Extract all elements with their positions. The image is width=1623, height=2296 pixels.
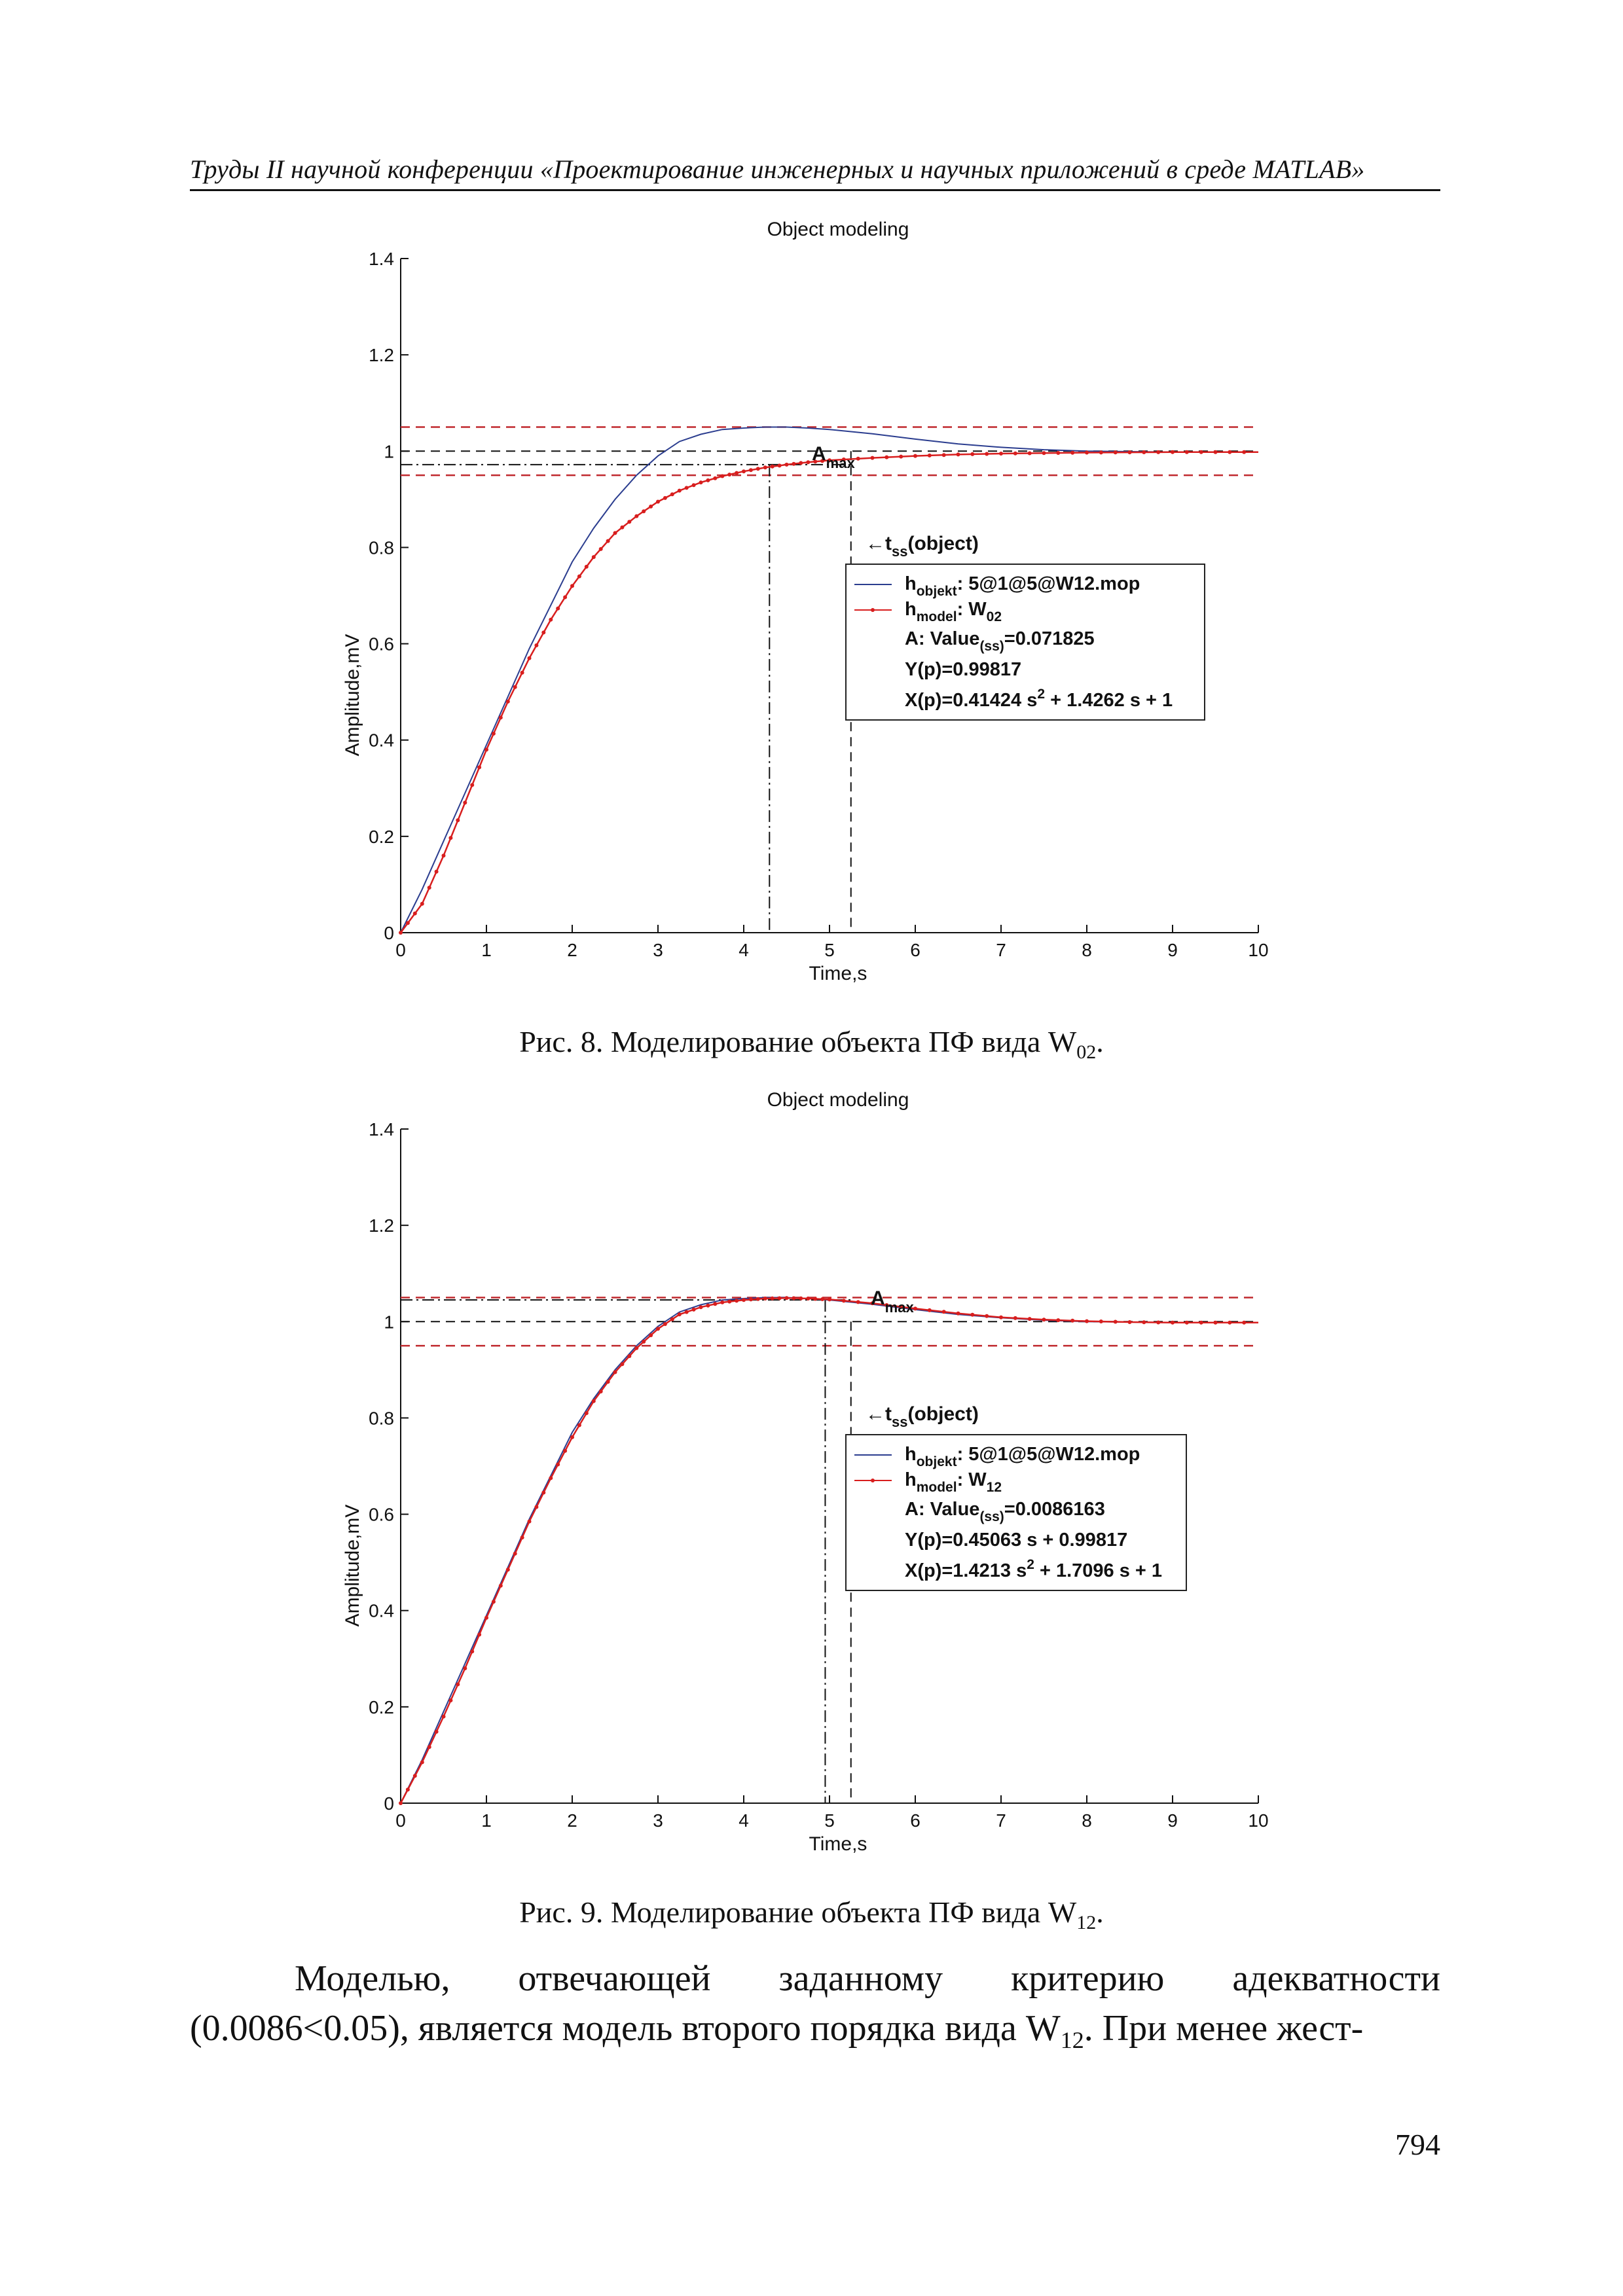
legend-yp: Y(p)=0.99817 [905,659,1022,680]
series-model-marker [985,1314,989,1318]
series-model-marker [448,1698,452,1702]
series-model-marker [406,921,410,925]
legend-entry-model: $h_{model}$: $W_{12}$ [905,1469,1002,1495]
series-model-marker [1099,1319,1103,1323]
series-model-marker [756,1297,760,1301]
series-model-marker [828,1297,831,1301]
series-model-marker [1028,452,1032,456]
legend-value-ss: A: Value$_{(ss)}$=0.071825 [905,628,1095,654]
y-tick-label: 0.8 [369,537,394,558]
series-model-marker [528,1520,532,1524]
series-model-marker [463,800,467,804]
y-tick-label: 0.6 [369,1504,394,1525]
x-tick-label: 10 [1248,1810,1269,1831]
series-model-marker [634,514,638,518]
series-model-marker [713,1302,717,1306]
chart-figure-9 [0,1086,1623,1892]
series-model-marker [842,1299,846,1302]
series-model-marker [1128,450,1132,454]
series-model-marker [1114,1320,1118,1324]
page-number: 794 [1395,2128,1440,2161]
series-model-marker [513,1552,517,1556]
series-model-marker [492,1600,496,1604]
legend [846,564,1205,720]
series-model-marker [599,547,603,551]
y-tick-label: 0.6 [369,634,394,655]
x-tick-label: 0 [395,1810,406,1831]
series-model-marker [435,870,439,874]
x-tick-label: 1 [481,940,492,960]
series-model-marker [520,671,524,675]
series-model-marker [456,1683,460,1687]
series-model-marker [435,1730,439,1734]
body-word: заданному [778,1958,943,1999]
series-model-marker [792,1297,795,1300]
x-tick-label: 6 [910,1810,921,1831]
series-model-marker [484,747,488,751]
figure-9 [0,1086,1623,1934]
series-model-marker [506,1568,510,1571]
series-model-marker [577,1424,581,1427]
x-tick-label: 2 [567,940,577,960]
series-model-marker [1085,1319,1089,1323]
series-model-marker [448,836,452,840]
series-model-marker [634,1346,638,1350]
series-model-marker [592,555,596,559]
legend-model-marker [871,608,875,612]
series-model-marker [484,1616,488,1620]
series-model-marker [699,480,703,484]
series-model-marker [1171,450,1175,454]
series-model-marker [799,1297,803,1300]
series-model-marker [957,1312,960,1316]
legend-value-ss: A: Value$_{(ss)}$=0.0086163 [905,1499,1105,1524]
series-model-marker [406,1787,410,1791]
series-model-marker [913,1306,917,1310]
series-model-marker [613,1371,617,1374]
legend-yp: Y(p)=0.45063 s + 0.99817 [905,1530,1128,1551]
x-tick-label: 4 [739,1810,749,1831]
series-model-marker [549,618,553,622]
series-model-marker [413,912,417,916]
body-word: адекватности [1232,1958,1440,1999]
series-model-marker [749,1297,753,1301]
series-model-marker [620,1362,624,1366]
series-model-marker [606,1380,610,1384]
series-model-marker [577,575,581,579]
y-axis-label: Amplitude,mV [342,634,363,757]
series-model-marker [534,1505,538,1509]
series-model-marker [420,1761,424,1765]
series-model-marker [771,465,775,469]
y-tick-label: 0.2 [369,826,394,847]
series-model-marker [670,492,674,496]
series-model-marker [785,1296,789,1300]
series-model-marker [856,1300,860,1304]
series-model-marker [1185,1321,1189,1325]
x-tick-label: 8 [1082,940,1092,960]
y-tick-label: 0.8 [369,1408,394,1429]
series-model-marker [620,526,624,529]
amax-annotation: $A_{max}$ [871,1287,914,1316]
x-tick-label: 7 [996,940,1006,960]
series-model-marker [534,643,538,647]
legend-xp: X(p)=1.4213 $s^2 + 1.7096$ s + 1 [905,1557,1163,1581]
series-model-marker [778,463,782,467]
body-line-1 [190,1954,1440,2003]
series-model-marker [585,565,589,569]
y-tick-label: 0.2 [369,1696,394,1717]
x-tick-label: 5 [824,940,835,960]
x-tick-label: 3 [653,940,663,960]
series-model-marker [549,1476,553,1480]
series-model-marker [649,505,653,509]
body-word: отвечающей [518,1958,711,1999]
series-model-marker [513,685,517,689]
page-header: Труды II научной конференции «Проектирование инженерных и научных приложений в среде MATLAB» [190,154,1365,184]
series-model-marker [463,1666,467,1670]
series-model-marker [1214,450,1218,454]
legend [846,1435,1186,1590]
figure-8 [0,216,1623,1064]
series-model-marker [678,489,682,493]
series-model-marker [663,496,667,500]
y-tick-label: 1 [384,1312,394,1333]
series-model-marker [1142,450,1146,454]
series-model-marker [1199,1321,1203,1325]
series-model-marker [727,473,731,476]
y-tick-label: 0 [384,1793,394,1814]
legend-entry-model: $h_{model}$: $W_{02}$ [905,599,1002,624]
body-paragraph [190,1954,1440,2065]
legend-entry-objekt: $h_{objekt}$: 5@1@5@W12.mop [905,1444,1140,1469]
y-tick-label: 1.4 [369,1119,394,1139]
series-model-marker [742,1298,746,1302]
series-model-marker [763,1297,767,1300]
series-model-marker [649,1333,653,1337]
series-model-marker [563,596,567,600]
series-model-marker [642,1340,646,1344]
y-tick-label: 1.2 [369,1215,394,1236]
series-model-marker [506,700,510,704]
series-model-marker [1028,1317,1032,1321]
series-model-marker [806,1297,810,1300]
y-tick-label: 1.4 [369,249,394,269]
figure-caption: Рис. 9. Моделирование объекта ПФ вида $W_{12}$. [519,1895,1104,1934]
series-model-marker [899,455,903,459]
series-model-marker [420,902,424,906]
x-tick-label: 2 [567,1810,577,1831]
series-model-marker [735,1299,739,1302]
series-model-marker [1199,450,1203,454]
series-model-marker [556,1463,560,1467]
figure-caption: Рис. 8. Моделирование объекта ПФ вида $W_{02}$. [519,1025,1104,1064]
series-model-marker [1171,1321,1175,1325]
series-model-marker [756,467,760,471]
series-model-marker [871,456,875,460]
series-model-marker [442,853,446,857]
series-model-marker [1099,450,1103,454]
series-model-marker [706,478,710,482]
series-model-marker [913,454,917,458]
chart-title: Object modeling [767,219,909,240]
series-model-marker [685,1310,689,1314]
series-model-marker [1114,450,1118,454]
legend-model-marker [871,1479,875,1482]
series-model-marker [1070,1319,1074,1323]
series-model-marker [1242,1321,1246,1325]
series-model-marker [1142,1320,1146,1324]
series-model-marker [413,1774,417,1778]
series-model-marker [492,732,496,736]
series-model-marker [778,1297,782,1300]
body-word: Моделью, [295,1958,450,1999]
series-model-marker [727,1300,731,1304]
series-model-marker [499,715,503,719]
series-model-marker [1156,450,1160,454]
series-model-marker [570,1435,574,1439]
series-model-marker [1156,1321,1160,1325]
series-model-marker [942,453,946,457]
series-model-marker [713,476,717,480]
series-model-marker [606,539,610,543]
series-model-marker [799,461,803,465]
series-model-marker [470,1649,474,1653]
series-model-marker [656,1327,660,1331]
series-model-marker [706,1304,710,1308]
series-model-marker [642,509,646,513]
series-model-marker [928,1308,932,1312]
series-model-marker [1228,450,1231,454]
y-axis-label: Amplitude,mV [342,1504,363,1627]
series-model-marker [442,1715,446,1719]
series-model-marker [627,1354,631,1358]
series-model-marker [692,1308,696,1312]
series-model-marker [399,931,403,935]
series-model-marker [499,1584,503,1588]
series-model-marker [627,520,631,524]
series-model-marker [942,1310,946,1314]
series-model-marker [1085,451,1089,455]
series-model-marker [792,462,795,466]
header-rule [190,189,1440,191]
series-model-marker [541,630,545,634]
series-model-marker [1185,450,1189,454]
series-model-marker [1214,1321,1218,1325]
x-tick-label: 0 [395,940,406,960]
x-tick-label: 3 [653,1810,663,1831]
amax-annotation: $A_{max}$ [812,443,855,471]
series-model-marker [856,457,860,461]
series-model-marker [749,468,753,472]
series-model-marker [1013,452,1017,456]
series-model-marker [528,656,532,660]
series-model-marker [806,460,810,464]
series-model-marker [585,1411,589,1415]
series-model-marker [785,463,789,467]
x-tick-label: 9 [1167,940,1178,960]
series-model-marker [813,1297,817,1301]
series-model-marker [456,818,460,822]
series-model-marker [670,1318,674,1321]
series-model-marker [999,1316,1003,1319]
x-tick-label: 8 [1082,1810,1092,1831]
x-tick-label: 9 [1167,1810,1178,1831]
tss-annotation: $\leftarrow t_{ss}(object)$ [866,533,979,560]
series-model-marker [720,475,724,478]
series-model-marker [763,465,767,469]
series-model-marker [656,500,660,504]
series-model-marker [957,452,960,456]
series-model-marker [999,452,1003,456]
chart-title: Object modeling [767,1089,909,1111]
series-model-marker [692,483,696,487]
series-model-marker [699,1305,703,1309]
series-model-marker [541,1491,545,1495]
series-model-marker [599,1390,603,1393]
y-tick-label: 0.4 [369,730,394,751]
x-tick-label: 4 [739,940,749,960]
series-model-marker [771,1297,775,1300]
y-tick-label: 0.4 [369,1600,394,1621]
x-tick-label: 6 [910,940,921,960]
series-model-marker [477,765,481,769]
series-model-marker [884,456,888,459]
series-model-marker [1042,1318,1046,1321]
y-tick-label: 1 [384,441,394,462]
series-model-marker [592,1399,596,1403]
body-line-2: (0.0086<0.05), является модель второго порядка вида $W_{12}$. При менее жест- [190,2008,1364,2054]
series-model-marker [428,1745,431,1749]
series-model-marker [970,452,974,456]
x-tick-label: 7 [996,1810,1006,1831]
chart-figure-8 [0,216,1623,1021]
x-tick-label: 5 [824,1810,835,1831]
body-word: критерию [1011,1958,1165,1999]
series-model-marker [970,1313,974,1317]
series-model-marker [470,783,474,787]
series-model-marker [1013,1316,1017,1320]
series-model-marker [685,486,689,490]
series-model-marker [520,1535,524,1539]
series-model-marker [1070,451,1074,455]
tss-annotation: $\leftarrow t_{ss}(object)$ [866,1403,979,1430]
series-model-marker [678,1312,682,1316]
series-model-marker [820,1297,824,1301]
series-model-marker [1056,1318,1060,1322]
series-model-marker [1228,1321,1231,1325]
series-model-marker [1242,450,1246,454]
series-model-marker [613,531,617,535]
x-axis-label: Time,s [809,1833,867,1855]
series-model-marker [563,1449,567,1453]
series-model-marker [742,469,746,473]
series-model-marker [570,584,574,588]
series-model-marker [1056,451,1060,455]
legend-entry-objekt: $h_{objekt}$: 5@1@5@W12.mop [905,573,1140,599]
series-model-marker [663,1322,667,1326]
series-model-marker [399,1801,403,1805]
y-tick-label: 0 [384,923,394,943]
series-model-marker [556,607,560,611]
series-model-marker [735,471,739,475]
x-axis-label: Time,s [809,963,867,984]
series-model-marker [477,1633,481,1637]
x-tick-label: 1 [481,1810,492,1831]
series-model-marker [720,1300,724,1304]
series-model-marker [1128,1320,1132,1324]
series-model-marker [985,452,989,456]
series-model-marker [1042,451,1046,455]
series-model-marker [428,886,431,889]
legend-xp: X(p)=0.41424 $s^2 + 1.4262$ s + 1 [905,687,1173,711]
x-tick-label: 10 [1248,940,1269,960]
series-model-marker [928,454,932,457]
y-tick-label: 1.2 [369,345,394,366]
